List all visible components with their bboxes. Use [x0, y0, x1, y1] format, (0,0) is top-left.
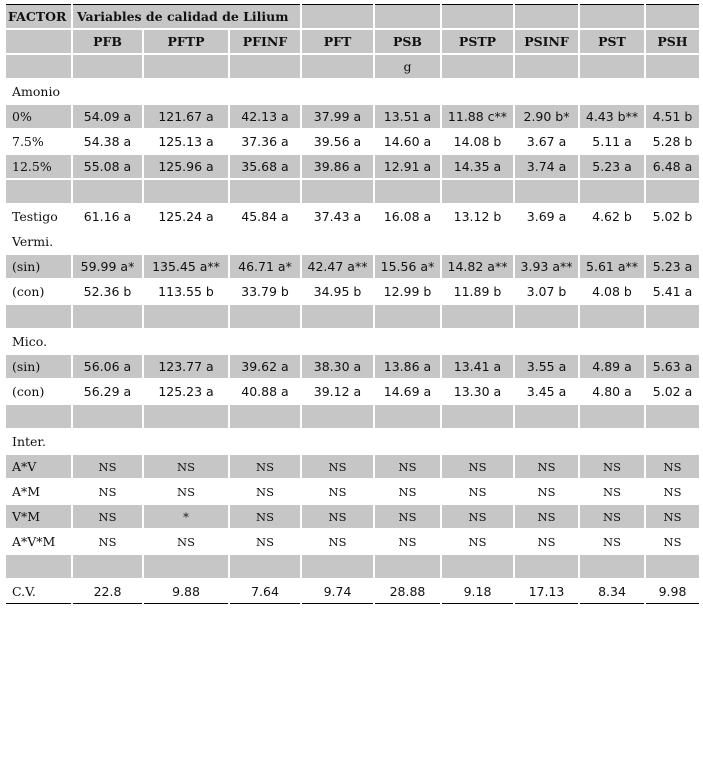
table-cell: NS: [579, 479, 645, 504]
table-cell: 56.06 a: [72, 354, 143, 379]
table-cell: 2.90 b*: [514, 104, 579, 129]
table-cell: NS: [441, 529, 514, 554]
table-cell: 5.11 a: [579, 129, 645, 154]
table-cell: 40.88 a: [229, 379, 301, 404]
table-cell: [441, 429, 514, 454]
table-cell: [441, 404, 514, 429]
table-cell: 4.43 b**: [579, 104, 645, 129]
table-cell: 11.89 b: [441, 279, 514, 304]
unit-cell: g: [374, 54, 441, 79]
table-cell: 15.56 a*: [374, 254, 441, 279]
table-cell: 3.93 a**: [514, 254, 579, 279]
title-row: [5, 5, 700, 30]
table-cell: 135.45 a**: [143, 254, 229, 279]
table-cell: [229, 229, 301, 254]
unit-cell: [301, 54, 374, 79]
table-cell: [441, 329, 514, 354]
table-row: [5, 154, 700, 179]
table-row: [5, 529, 700, 554]
table-cell: [143, 429, 229, 454]
table-cell: 39.62 a: [229, 354, 301, 379]
table-cell: [301, 304, 374, 329]
table-row: [5, 279, 700, 304]
table-cell: [72, 304, 143, 329]
table-cell: 56.29 a: [72, 379, 143, 404]
row-label: C.V.: [5, 579, 72, 604]
table-cell: NS: [72, 529, 143, 554]
table-cell: [301, 229, 374, 254]
table-row: [5, 229, 700, 254]
table-cell: 3.69 a: [514, 204, 579, 229]
table-cell: 38.30 a: [301, 354, 374, 379]
table-cell: 9.74: [301, 579, 374, 604]
table-cell: [441, 79, 514, 104]
column-header: PFTP: [143, 29, 229, 54]
table-cell: [229, 179, 301, 204]
table-cell: [645, 329, 700, 354]
table-cell: 123.77 a: [143, 354, 229, 379]
table-cell: 14.08 b: [441, 129, 514, 154]
table-cell: 22.8: [72, 579, 143, 604]
table-cell: 14.35 a: [441, 154, 514, 179]
column-header: PSTP: [441, 29, 514, 54]
table-row: [5, 179, 700, 204]
table-cell: NS: [579, 529, 645, 554]
column-header: PSH: [645, 29, 700, 54]
unit-cell: [229, 54, 301, 79]
table-cell: [579, 79, 645, 104]
table-cell: 46.71 a*: [229, 254, 301, 279]
column-header: PFT: [301, 29, 374, 54]
table-cell: 16.08 a: [374, 204, 441, 229]
table-cell: 55.08 a: [72, 154, 143, 179]
table-cell: NS: [301, 529, 374, 554]
table-cell: 4.51 b: [645, 104, 700, 129]
table-cell: [579, 554, 645, 579]
table-cell: [301, 429, 374, 454]
table-cell: [514, 429, 579, 454]
column-header: PFINF: [229, 29, 301, 54]
table-cell: [143, 304, 229, 329]
table-cell: NS: [645, 529, 700, 554]
table-cell: NS: [514, 529, 579, 554]
table-cell: [374, 79, 441, 104]
table-row: [5, 454, 700, 479]
table-cell: [301, 554, 374, 579]
table-cell: NS: [301, 479, 374, 504]
unit-cell: [645, 54, 700, 79]
table-cell: NS: [645, 504, 700, 529]
table-cell: 3.45 a: [514, 379, 579, 404]
table-cell: [514, 554, 579, 579]
table-cell: [579, 404, 645, 429]
table-cell: 42.13 a: [229, 104, 301, 129]
table-cell: 5.23 a: [579, 154, 645, 179]
row-label: A*M: [5, 479, 72, 504]
row-label: 7.5%: [5, 129, 72, 154]
table-row: [5, 379, 700, 404]
table-cell: 37.99 a: [301, 104, 374, 129]
table-cell: [374, 179, 441, 204]
table-cell: 61.16 a: [72, 204, 143, 229]
table-row: [5, 204, 700, 229]
table-row: [5, 554, 700, 579]
row-label: (sin): [5, 254, 72, 279]
column-header: PFB: [72, 29, 143, 54]
table-cell: NS: [514, 454, 579, 479]
table-cell: 12.99 b: [374, 279, 441, 304]
table-cell: [229, 329, 301, 354]
table-cell: NS: [374, 504, 441, 529]
table-cell: *: [143, 504, 229, 529]
table-cell: 13.41 a: [441, 354, 514, 379]
table-cell: 5.23 a: [645, 254, 700, 279]
unit-row: [5, 54, 700, 79]
table-cell: 9.98: [645, 579, 700, 604]
table-cell: 5.28 b: [645, 129, 700, 154]
table-cell: NS: [374, 529, 441, 554]
row-label: Mico.: [5, 329, 72, 354]
table-cell: 14.69 a: [374, 379, 441, 404]
table-row: [5, 329, 700, 354]
table-cell: 125.13 a: [143, 129, 229, 154]
table-cell: 5.61 a**: [579, 254, 645, 279]
table-title: Variables de calidad de Lilium: [72, 5, 301, 30]
table-cell: 3.07 b: [514, 279, 579, 304]
table-cell: NS: [72, 479, 143, 504]
table-cell: NS: [143, 454, 229, 479]
table-cell: 11.88 c**: [441, 104, 514, 129]
row-label: [5, 554, 72, 579]
column-header: PST: [579, 29, 645, 54]
table-cell: 45.84 a: [229, 204, 301, 229]
table-cell: [645, 179, 700, 204]
table-cell: NS: [301, 504, 374, 529]
column-header: PSB: [374, 29, 441, 54]
table-cell: [143, 229, 229, 254]
table-cell: NS: [301, 454, 374, 479]
table-cell: 3.55 a: [514, 354, 579, 379]
table-cell: [374, 304, 441, 329]
table-cell: 54.38 a: [72, 129, 143, 154]
row-label: A*V*M: [5, 529, 72, 554]
table-cell: [645, 404, 700, 429]
table-row: [5, 304, 700, 329]
table-cell: NS: [645, 479, 700, 504]
table-cell: 37.36 a: [229, 129, 301, 154]
table-row: [5, 254, 700, 279]
table-cell: [229, 429, 301, 454]
table-cell: 35.68 a: [229, 154, 301, 179]
table-cell: 59.99 a*: [72, 254, 143, 279]
row-label: Testigo: [5, 204, 72, 229]
table-cell: [143, 179, 229, 204]
factor-header: FACTOR: [5, 5, 72, 30]
table-cell: 125.96 a: [143, 154, 229, 179]
table-cell: [143, 329, 229, 354]
table-row: [5, 479, 700, 504]
table-cell: 125.23 a: [143, 379, 229, 404]
table-cell: 52.36 b: [72, 279, 143, 304]
table-cell: [514, 404, 579, 429]
table-cell: NS: [374, 479, 441, 504]
table-cell: 3.67 a: [514, 129, 579, 154]
table-cell: NS: [143, 529, 229, 554]
unit-cell: [72, 54, 143, 79]
table-cell: [441, 304, 514, 329]
row-label: 0%: [5, 104, 72, 129]
table-cell: [229, 404, 301, 429]
table-cell: NS: [441, 479, 514, 504]
unit-cell: [143, 54, 229, 79]
table-row: [5, 579, 700, 604]
table-cell: [441, 229, 514, 254]
table-row: [5, 79, 700, 104]
table-cell: 9.18: [441, 579, 514, 604]
table-cell: NS: [72, 504, 143, 529]
table-cell: 34.95 b: [301, 279, 374, 304]
table-cell: 42.47 a**: [301, 254, 374, 279]
table-cell: NS: [229, 454, 301, 479]
table-cell: 121.67 a: [143, 104, 229, 129]
table-cell: [645, 79, 700, 104]
table-cell: NS: [374, 454, 441, 479]
table-cell: [579, 429, 645, 454]
table-row: [5, 104, 700, 129]
table-cell: [143, 404, 229, 429]
table-cell: NS: [579, 504, 645, 529]
table-cell: 7.64: [229, 579, 301, 604]
row-label: (sin): [5, 354, 72, 379]
table-cell: [579, 179, 645, 204]
table-row: [5, 404, 700, 429]
table-cell: [72, 229, 143, 254]
row-label: Inter.: [5, 429, 72, 454]
table-cell: [143, 79, 229, 104]
unit-cell: [579, 54, 645, 79]
table-cell: 8.34: [579, 579, 645, 604]
row-label: Vermi.: [5, 229, 72, 254]
table-cell: [72, 329, 143, 354]
table-cell: 13.12 b: [441, 204, 514, 229]
table-cell: 54.09 a: [72, 104, 143, 129]
row-label: V*M: [5, 504, 72, 529]
table-cell: [514, 79, 579, 104]
table-cell: 4.62 b: [579, 204, 645, 229]
table-cell: NS: [72, 454, 143, 479]
table-cell: [301, 179, 374, 204]
table-cell: [441, 179, 514, 204]
table-cell: [72, 179, 143, 204]
table-cell: NS: [143, 479, 229, 504]
row-label: (con): [5, 279, 72, 304]
table-cell: [229, 554, 301, 579]
table-cell: 5.02 b: [645, 204, 700, 229]
table-cell: [645, 304, 700, 329]
table-cell: [579, 329, 645, 354]
table-cell: [229, 79, 301, 104]
table-cell: [579, 229, 645, 254]
row-label: [5, 304, 72, 329]
table-cell: [374, 404, 441, 429]
table-cell: [514, 304, 579, 329]
table-cell: [374, 429, 441, 454]
table-cell: NS: [514, 504, 579, 529]
table-cell: NS: [441, 454, 514, 479]
table-cell: [514, 329, 579, 354]
table-cell: [374, 229, 441, 254]
row-label: [5, 404, 72, 429]
table-cell: 37.43 a: [301, 204, 374, 229]
table-cell: 5.41 a: [645, 279, 700, 304]
table-cell: 39.12 a: [301, 379, 374, 404]
table-cell: [514, 229, 579, 254]
unit-cell: [514, 54, 579, 79]
table-cell: 28.88: [374, 579, 441, 604]
column-header-row: [5, 29, 700, 54]
table-cell: [645, 554, 700, 579]
row-label: (con): [5, 379, 72, 404]
table-cell: 6.48 a: [645, 154, 700, 179]
table-row: [5, 504, 700, 529]
table-cell: 17.13: [514, 579, 579, 604]
lilium-quality-table: [4, 4, 701, 604]
column-header: PSINF: [514, 29, 579, 54]
table-cell: 4.08 b: [579, 279, 645, 304]
table-cell: [645, 429, 700, 454]
table-cell: NS: [229, 479, 301, 504]
unit-cell: [441, 54, 514, 79]
table-cell: NS: [645, 454, 700, 479]
table-cell: [229, 304, 301, 329]
table-cell: 13.86 a: [374, 354, 441, 379]
table-cell: 4.89 a: [579, 354, 645, 379]
table-cell: 3.74 a: [514, 154, 579, 179]
table-cell: 12.91 a: [374, 154, 441, 179]
table-cell: NS: [229, 529, 301, 554]
table-cell: 39.56 a: [301, 129, 374, 154]
table-cell: [72, 404, 143, 429]
table-cell: NS: [514, 479, 579, 504]
table-cell: [579, 304, 645, 329]
table-row: [5, 129, 700, 154]
table-cell: [374, 329, 441, 354]
table-cell: 113.55 b: [143, 279, 229, 304]
table-row: [5, 429, 700, 454]
table-cell: 33.79 b: [229, 279, 301, 304]
table-cell: 13.30 a: [441, 379, 514, 404]
table-cell: [301, 329, 374, 354]
table-cell: [645, 229, 700, 254]
table-cell: [72, 429, 143, 454]
table-row: [5, 354, 700, 379]
table-cell: [374, 554, 441, 579]
table-cell: 9.88: [143, 579, 229, 604]
row-label: 12.5%: [5, 154, 72, 179]
table-cell: [514, 179, 579, 204]
table-cell: 13.51 a: [374, 104, 441, 129]
table-cell: 5.02 a: [645, 379, 700, 404]
table-cell: NS: [579, 454, 645, 479]
table-cell: 14.82 a**: [441, 254, 514, 279]
table-cell: [301, 79, 374, 104]
table-cell: 125.24 a: [143, 204, 229, 229]
table-cell: [143, 554, 229, 579]
table-cell: [72, 554, 143, 579]
table-cell: NS: [229, 504, 301, 529]
table-cell: 39.86 a: [301, 154, 374, 179]
table-cell: 5.63 a: [645, 354, 700, 379]
row-label: Amonio: [5, 79, 72, 104]
table-cell: 4.80 a: [579, 379, 645, 404]
table-cell: [441, 554, 514, 579]
row-label: A*V: [5, 454, 72, 479]
table-cell: [301, 404, 374, 429]
table-cell: [72, 79, 143, 104]
table-cell: 14.60 a: [374, 129, 441, 154]
table-cell: NS: [441, 504, 514, 529]
row-label: [5, 179, 72, 204]
